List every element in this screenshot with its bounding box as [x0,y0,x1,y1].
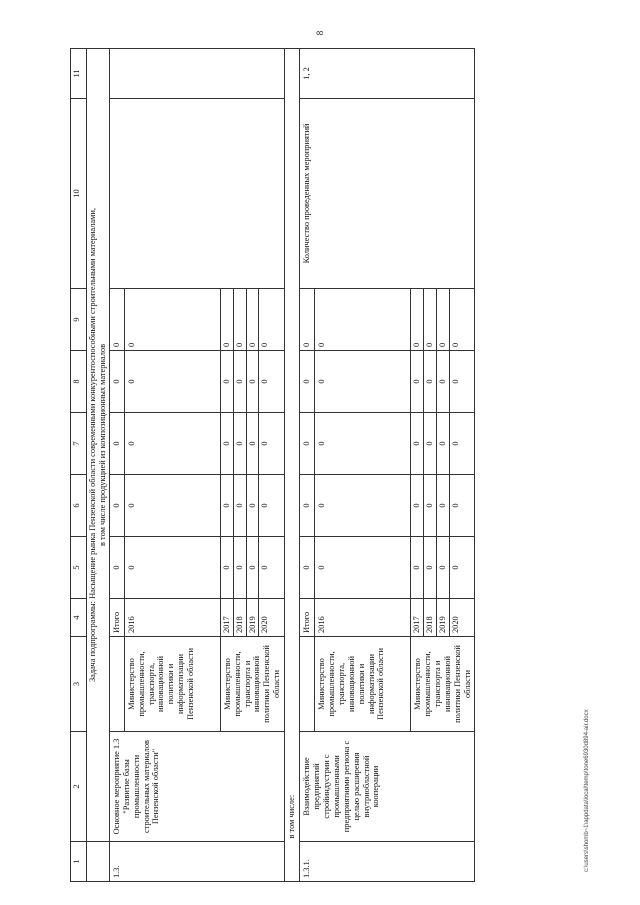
col-header: 8 [71,351,87,413]
including-row: в том числе: [285,49,300,882]
col-header: 4 [71,599,87,637]
indicator-ref: 1, 2 [300,49,475,99]
table-row: Министерство промышленности, транспорта и инновационной политики Пензенской области 2017 2018 2019 2020 0 0 0 0 0 0 0 0 0 0 0 0 0 0 0 0 0 0 0 0 [220,49,284,882]
table-row: 1.3. Основное мероприятие 1.3 "Развитие базы промышленности строительных материалов Пензенской области" Итого 0 0 0 0 0 [109,49,124,882]
col-header: 11 [71,49,87,99]
executor: Министерство промышленности, транспорта, инновационной политики и информатизации Пензенской области [124,637,220,732]
table-row: 1.3.1. Взаимодействие предприятий стройиндустрии с промышленными предприятиями региона с целью расширения внутриобластной кооперации Итого 0 0 0 0 0 Количество проведенных мероприятий 1, 2 [300,49,315,882]
activity-name: Взаимодействие предприятий стройиндустрии с промышленными предприятиями региона с целью расширения внутриобластной кооперации [300,732,475,842]
page-number: 8 [315,30,325,36]
table-row: Министерство промышленности, транспорта, инновационной политики и информатизации Пензенской области 2016 0 0 0 0 0 [124,49,220,882]
row-number: 1.3.1. [300,842,475,882]
file-path-footer: c:\users\shomb~1\appdata\local\temp\tone6930d894-air.docx [584,709,590,872]
col-header: 9 [71,289,87,351]
col-header: 3 [71,637,87,732]
executor: Министерство промышленности, транспорта и инновационной политики Пензенской области [410,637,474,732]
row-number: 1.3. [109,842,284,882]
col-header: 6 [71,475,87,537]
col-header: 1 [71,842,87,882]
column-number-row [71,49,87,882]
col-header: 10 [71,99,87,289]
col-header: 5 [71,537,87,599]
indicator: Количество проведенных мероприятий [300,99,475,289]
executor: Министерство промышленности, транспорта, инновационной политики и информатизации Пензенской области [314,637,410,732]
task-row [87,49,110,882]
table-row: Министерство промышленности, транспорта, инновационной политики и информатизации Пензенской области 2016 0 0 0 0 0 [314,49,410,882]
activity-name: Основное мероприятие 1.3 "Развитие базы промышленности строительных материалов Пензенской области" [109,732,284,842]
col-header: 7 [71,413,87,475]
col-header: 2 [71,732,87,842]
task-title: Задача подпрограммы: Насыщение рынка Пензенской области современными конкурентоспособными строительными материалами, в том числе продукцией из композиционных материалов [87,49,110,842]
executor: Министерство промышленности, транспорта и инновационной политики Пензенской области [220,637,284,732]
table-row: Министерство промышленности, транспорта и инновационной политики Пензенской области 2017 2018 2019 2020 0 0 0 0 0 0 0 0 0 0 0 0 0 0 0 0 0 0 0 0 [410,49,474,882]
program-table [70,48,475,882]
landscape-table-block [70,49,607,882]
